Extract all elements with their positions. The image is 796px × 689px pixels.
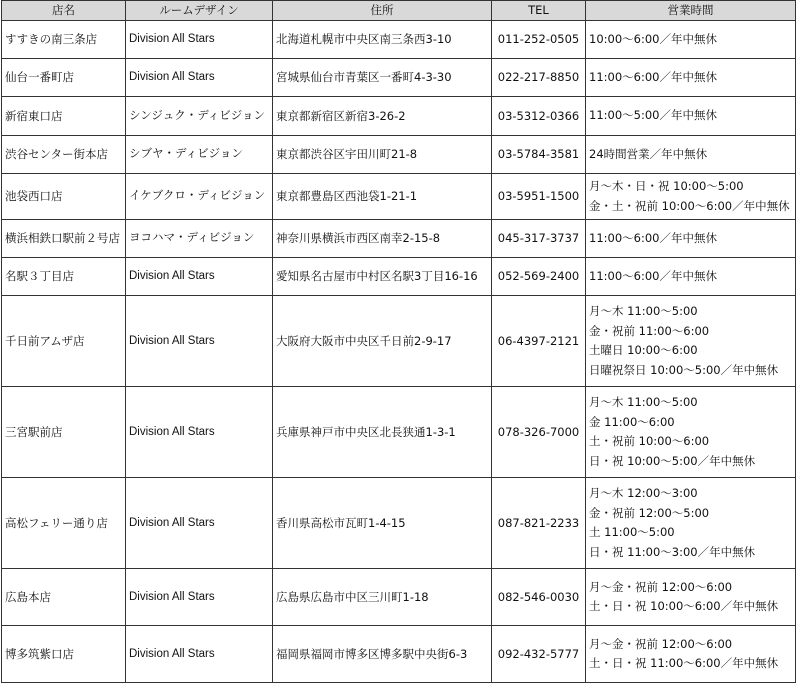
header-row (2, 1, 796, 21)
table-row (2, 296, 796, 387)
tel-cell: 03-5784-3581 (492, 136, 586, 174)
address-cell: 福岡県福岡市博多区博多駅中央街6-3 (273, 626, 492, 683)
tel-cell: 092-432-5777 (492, 626, 586, 683)
hours-line: 月～木 12:00～3:00 (589, 486, 698, 500)
tel-cell: 052-569-2400 (492, 258, 586, 296)
room-design-cell: シブヤ・ディビジョン (126, 136, 273, 174)
table-row (2, 478, 796, 569)
room-design-cell: Division All Stars (126, 59, 273, 97)
table-row (2, 220, 796, 258)
hours-line: 金・祝前 11:00～6:00 (589, 323, 710, 338)
address-cell: 宮城県仙台市青葉区一番町4-3-30 (273, 59, 492, 97)
table-row (2, 21, 796, 59)
hours-cell (586, 478, 796, 569)
address-cell: 東京都渋谷区宇田川町21-8 (273, 136, 492, 174)
hours-cell (586, 387, 796, 478)
table-row (2, 626, 796, 683)
hours-line: 月～金・祝前 12:00～6:00 (589, 579, 733, 594)
address-cell: 東京都新宿区新宿3-26-2 (273, 97, 492, 136)
store-table (1, 0, 796, 683)
room-design-cell: Division All Stars (126, 387, 273, 478)
header-address: 住所 (273, 1, 492, 21)
tel-cell: 087-821-2233 (492, 478, 586, 569)
hours-line: 金・祝前 12:00～5:00 (589, 505, 710, 520)
hours-line: 月～金・祝前 12:00～6:00 (589, 636, 733, 651)
hours-cell (586, 59, 796, 97)
hours-line: 10:00～6:00／年中無休 (589, 31, 717, 46)
tel-cell: 06-4397-2121 (492, 296, 586, 387)
address-cell: 大阪府大阪市中央区千日前2-9-17 (273, 296, 492, 387)
hours-line: 日・祝 11:00～3:00／年中無休 (589, 544, 756, 559)
room-design-cell: Division All Stars (126, 21, 273, 59)
hours-cell (586, 136, 796, 174)
hours-line: 11:00～6:00／年中無休 (589, 69, 717, 84)
hours-line: 土・日・祝 10:00～6:00／年中無休 (589, 599, 779, 613)
tel-cell: 022-217-8850 (492, 59, 586, 97)
hours-line: 11:00～6:00／年中無休 (589, 268, 717, 283)
tel-cell: 082-546-0030 (492, 569, 586, 626)
header-store-name: 店名 (2, 1, 126, 21)
tel-cell: 03-5951-1500 (492, 174, 586, 220)
hours-line: 土・日・祝 11:00～6:00／年中無休 (589, 656, 779, 670)
hours-line: 日・祝 10:00～5:00／年中無休 (589, 453, 756, 468)
address-cell: 北海道札幌市中央区南三条西3-10 (273, 21, 492, 59)
tel-cell: 03-5312-0366 (492, 97, 586, 136)
table-row (2, 97, 796, 136)
header-tel: TEL (492, 1, 586, 21)
hours-cell (586, 569, 796, 626)
room-design-cell: Division All Stars (126, 296, 273, 387)
hours-cell (586, 21, 796, 59)
table-row (2, 569, 796, 626)
table-row (2, 387, 796, 478)
hours-cell (586, 626, 796, 683)
hours-cell (586, 97, 796, 136)
hours-line: 24時間営業／年中無休 (589, 146, 708, 161)
store-name-cell: 博多筑紫口店 (2, 626, 126, 683)
store-name-cell: 池袋西口店 (2, 174, 126, 220)
tel-cell: 078-326-7000 (492, 387, 586, 478)
hours-line: 金・土・祝前 10:00～6:00／年中無休 (589, 198, 790, 213)
address-cell: 東京都豊島区西池袋1-21-1 (273, 174, 492, 220)
hours-cell (586, 258, 796, 296)
hours-cell (586, 220, 796, 258)
table-row (2, 59, 796, 97)
hours-line: 金 11:00～6:00 (589, 414, 675, 429)
hours-line: 11:00～6:00／年中無休 (589, 230, 717, 245)
room-design-cell: イケブクロ・ディビジョン (126, 174, 273, 220)
address-cell: 広島県広島市中区三川町1-18 (273, 569, 492, 626)
hours-line: 月～木 11:00～5:00 (589, 304, 698, 318)
room-design-cell: ヨコハマ・ディビジョン (126, 220, 273, 258)
tel-cell: 045-317-3737 (492, 220, 586, 258)
table-row (2, 258, 796, 296)
address-cell: 神奈川県横浜市西区南幸2-15-8 (273, 220, 492, 258)
store-name-cell: 横浜相鉄口駅前２号店 (2, 220, 126, 258)
store-name-cell: 新宿東口店 (2, 97, 126, 136)
table-row (2, 174, 796, 220)
address-cell: 兵庫県神戸市中央区北長狭通1-3-1 (273, 387, 492, 478)
store-name-cell: 三宮駅前店 (2, 387, 126, 478)
hours-line: 月～木 11:00～5:00 (589, 395, 698, 409)
hours-cell (586, 296, 796, 387)
store-name-cell: 高松フェリー通り店 (2, 478, 126, 569)
address-cell: 香川県高松市瓦町1-4-15 (273, 478, 492, 569)
store-name-cell: 千日前アムザ店 (2, 296, 126, 387)
store-name-cell: すすきの南三条店 (2, 21, 126, 59)
room-design-cell: Division All Stars (126, 569, 273, 626)
address-cell: 愛知県名古屋市中村区名駅3丁目16-16 (273, 258, 492, 296)
hours-line: 土 11:00～5:00 (589, 525, 675, 539)
hours-line: 土・祝前 10:00～6:00 (589, 434, 710, 448)
table-row (2, 136, 796, 174)
room-design-cell: Division All Stars (126, 626, 273, 683)
header-room-design: ルームデザイン (126, 1, 273, 21)
room-design-cell: Division All Stars (126, 478, 273, 569)
store-name-cell: 渋谷センター街本店 (2, 136, 126, 174)
hours-cell (586, 174, 796, 220)
tel-cell: 011-252-0505 (492, 21, 586, 59)
hours-line: 11:00～5:00／年中無休 (589, 108, 717, 123)
store-name-cell: 広島本店 (2, 569, 126, 626)
store-table-body (2, 21, 796, 683)
hours-line: 日曜祝祭日 10:00～5:00／年中無休 (589, 362, 779, 377)
hours-line: 土曜日 10:00～6:00 (589, 343, 698, 357)
room-design-cell: Division All Stars (126, 258, 273, 296)
store-name-cell: 仙台一番町店 (2, 59, 126, 97)
hours-line: 月～木・日・祝 10:00～5:00 (589, 179, 744, 193)
store-name-cell: 名駅３丁目店 (2, 258, 126, 296)
room-design-cell: シンジュク・ディビジョン (126, 97, 273, 136)
header-hours: 営業時間 (586, 1, 796, 21)
